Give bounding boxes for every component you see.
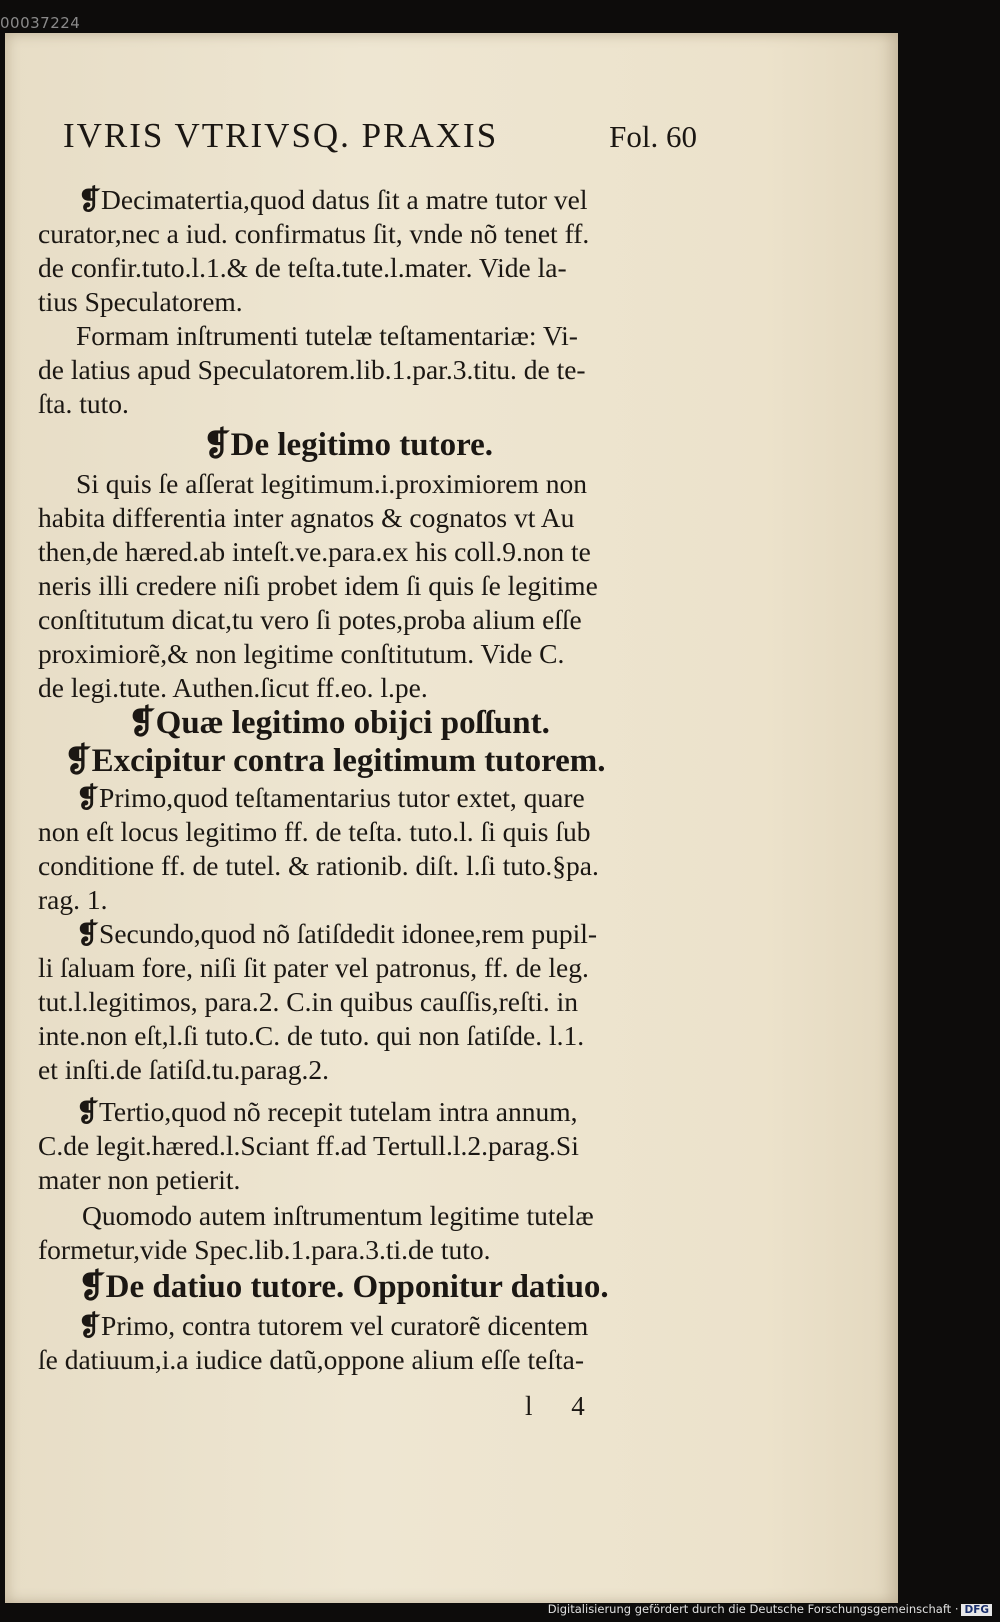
section-heading <box>38 1267 748 1307</box>
text-line <box>38 1163 708 1197</box>
text-line <box>38 251 708 285</box>
pilcrow-icon: ❡ <box>64 743 92 779</box>
line-text: De legitimo tutore. <box>230 427 494 463</box>
line-text: rag. 1. <box>38 884 108 915</box>
text-line <box>38 1199 752 1233</box>
line-text: Formam inſtrumenti tutelæ teſtamentariæ: Vi- <box>76 320 578 351</box>
line-text: non eſt locus legitimo ff. de teſta. tuto.l. ſi quis ſub <box>38 816 591 847</box>
line-text: ſta. tuto. <box>38 388 129 419</box>
text-line <box>38 535 708 569</box>
text-line <box>38 569 708 603</box>
line-text: proximiorẽ,& non legitime conſtitutum. Vide C. <box>38 638 565 669</box>
text-line <box>38 387 708 421</box>
text-line <box>38 815 708 849</box>
text-line <box>38 671 708 705</box>
signature-mark: l 4 <box>525 1391 601 1421</box>
text-line <box>38 1053 708 1087</box>
text-line <box>38 883 708 917</box>
text-line <box>38 353 708 387</box>
pilcrow-icon: ❡ <box>76 782 100 813</box>
folio-number: Fol. 60 <box>609 119 697 154</box>
text-line <box>38 183 748 217</box>
text-line <box>38 1019 708 1053</box>
dfg-logo: DFG <box>961 1604 992 1616</box>
line-text: Quomodo autem inſtrumentum legitime tutelæ <box>82 1200 594 1231</box>
line-text: tius Speculatorem. <box>38 286 243 317</box>
text-line <box>38 637 708 671</box>
line-text: conſtitutum dicat,tu vero ſi potes,proba alium eſſe <box>38 604 582 635</box>
line-text: et inſti.de ſatiſd.tu.parag.2. <box>38 1054 329 1085</box>
line-text: de latius apud Speculatorem.lib.1.par.3.titu. de te- <box>38 354 586 385</box>
line-text: ſe datiuum,i.a iudice datũ,oppone alium eſſe teſta- <box>38 1344 584 1375</box>
pilcrow-icon: ❡ <box>76 918 100 949</box>
text-line <box>38 1343 708 1377</box>
running-head <box>63 116 703 166</box>
line-text: de confir.tuto.l.1.& de teſta.tute.l.mater. Vide la- <box>38 252 567 283</box>
line-text: Quæ legitimo obijci poſſunt. <box>155 705 550 741</box>
credit-text: Digitalisierung gefördert durch die Deutsche Forschungsgemeinschaft · <box>547 1602 959 1616</box>
line-text: li ſaluam fore, niſi ſit pater vel patronus, ff. de leg. <box>38 952 589 983</box>
section-heading <box>38 425 873 465</box>
pilcrow-icon: ❡ <box>78 1310 102 1341</box>
text-line <box>38 1309 748 1343</box>
text-line <box>38 1095 746 1129</box>
line-text: mater non petierit. <box>38 1164 241 1195</box>
text-line <box>38 1129 708 1163</box>
line-text: de legi.tute. Authen.ſicut ff.eo. l.pe. <box>38 672 428 703</box>
line-text: Secundo,quod nõ ſatiſdedit idonee,rem pupil- <box>99 918 598 949</box>
line-text: tut.l.legitimos, para.2. C.in quibus cauſſis,reſti. in <box>38 986 579 1017</box>
digitization-credit <box>548 1602 992 1616</box>
line-text: Decimatertia,quod datus ſit a matre tutor vel <box>101 184 588 215</box>
text-line <box>38 781 746 815</box>
text-line <box>38 1233 708 1267</box>
line-text: De datiuo tutore. Opponitur datiuo. <box>105 1269 609 1305</box>
text-line <box>38 603 708 637</box>
line-text: curator,nec a iud. confirmatus ſit, vnde nõ tenet ff. <box>38 218 590 249</box>
pilcrow-icon: ❡ <box>128 705 156 741</box>
line-text: Excipitur contra legitimum tutorem. <box>91 743 606 779</box>
running-head-title: IVRIS VTRIVSQ. PRAXIS <box>63 116 499 155</box>
scan-id-label: 00037224 <box>0 14 81 32</box>
text-line <box>38 849 708 883</box>
pilcrow-icon: ❡ <box>203 427 231 463</box>
line-text: habita differentia inter agnatos & cognatos vt Au <box>38 502 575 533</box>
section-heading <box>38 741 734 781</box>
text-line <box>38 985 708 1019</box>
line-text: Primo, contra tutorem vel curatorẽ dicentem <box>101 1310 589 1341</box>
line-text: conditione ff. de tutel. & rationib. diſt. l.ſi tuto.§pa. <box>38 850 599 881</box>
section-heading <box>38 703 798 743</box>
pilcrow-icon: ❡ <box>76 1096 100 1127</box>
line-text: Si quis ſe aſſerat legitimum.i.proximiorem non <box>76 468 587 499</box>
line-text: Tertio,quod nõ recepit tutelam intra annum, <box>99 1096 578 1127</box>
line-text: Primo,quod teſtamentarius tutor extet, quare <box>99 782 585 813</box>
book-page <box>5 33 898 1603</box>
text-line <box>38 951 708 985</box>
pilcrow-icon: ❡ <box>78 184 102 215</box>
line-text: formetur,vide Spec.lib.1.para.3.ti.de tuto. <box>38 1234 491 1265</box>
line-text: then,de hæred.ab inteſt.ve.para.ex his coll.9.non te <box>38 536 591 567</box>
text-line <box>38 319 746 353</box>
line-text: C.de legit.hæred.l.Sciant ff.ad Tertull.l.2.parag.Si <box>38 1130 579 1161</box>
text-line <box>38 285 708 319</box>
text-line <box>38 217 708 251</box>
line-text: inte.non eſt,l.ſi tuto.C. de tuto. qui non ſatiſde. l.1. <box>38 1020 585 1051</box>
text-line <box>38 501 708 535</box>
line-text: neris illi credere niſi probet idem ſi quis ſe legitime <box>38 570 598 601</box>
pilcrow-icon: ❡ <box>78 1269 106 1305</box>
text-line <box>38 467 746 501</box>
text-line <box>38 917 746 951</box>
